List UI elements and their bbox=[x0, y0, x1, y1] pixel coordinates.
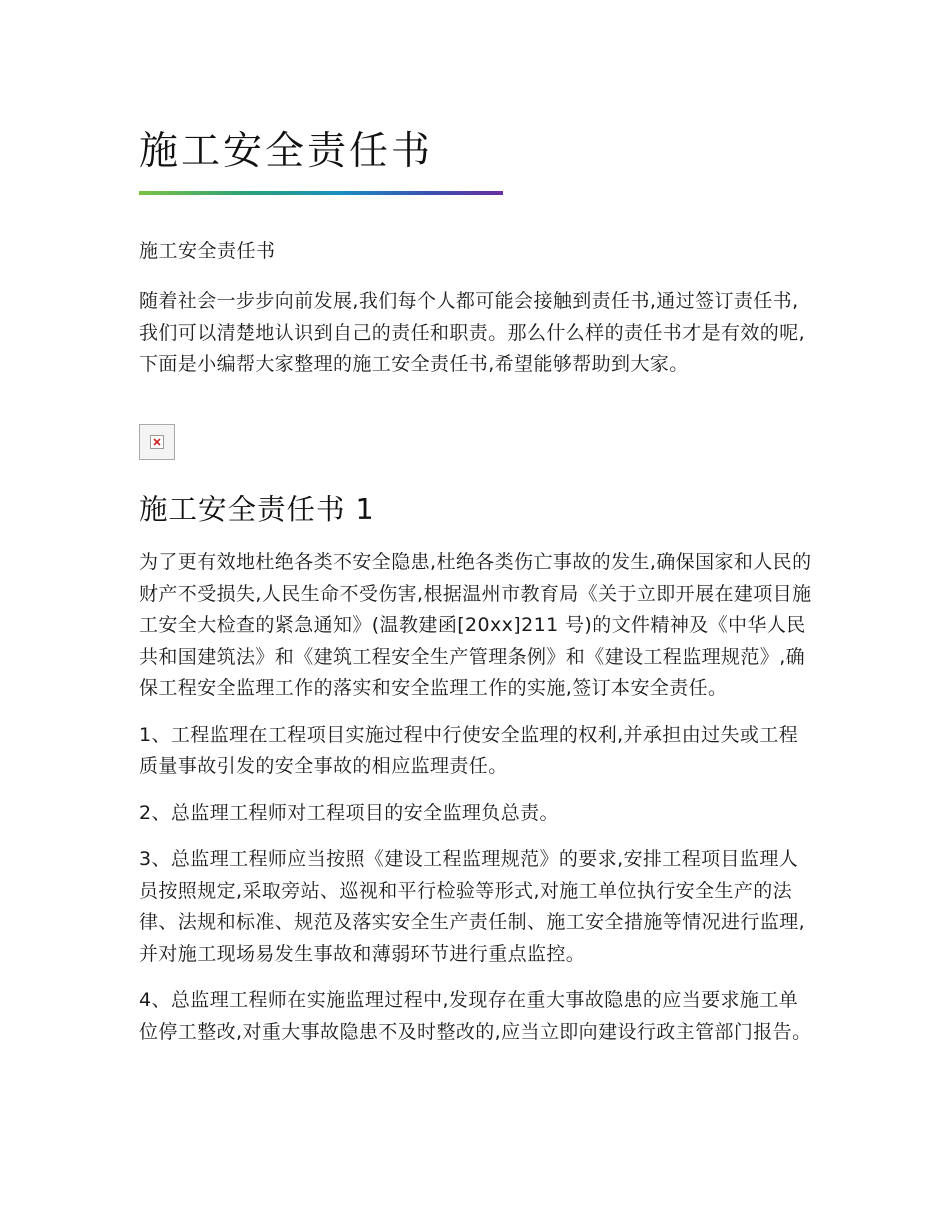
section-heading: 施工安全责任书 1 bbox=[139, 493, 375, 526]
section-body bbox=[139, 547, 815, 1063]
intro-paragraph: 随着社会一步步向前发展,我们每个人都可能会接触到责任书,通过签订责任书,我们可以清楚地认识到自己的责任和职责。那么什么样的责任书才是有效的呢,下面是小编帮大家整理的施工安全责任书,希望能够帮助到大家。 bbox=[139, 290, 806, 375]
title-underline bbox=[139, 191, 503, 195]
paragraph: 2、总监理工程师对工程项目的安全监理负总责。 bbox=[139, 801, 559, 824]
broken-image-icon bbox=[139, 424, 175, 460]
paragraph: 3、总监理工程师应当按照《建设工程监理规范》的要求,安排工程项目监理人员按照规定,采取旁站、巡视和平行检验等形式,对施工单位执行安全生产的法律、法规和标准、规范及落实安全生产责任制、施工安全措施等情况进行监理,并对施工现场易发生事故和薄弱环节进行重点监控。 bbox=[139, 848, 806, 965]
paragraph: 1、工程监理在工程项目实施过程中行使安全监理的权利,并承担由过失或工程质量事故引发的安全事故的相应监理责任。 bbox=[139, 723, 799, 777]
document-title: 施工安全责任书 bbox=[139, 129, 434, 174]
document-subtitle: 施工安全责任书 bbox=[139, 240, 276, 262]
paragraph: 4、总监理工程师在实施监理过程中,发现存在重大事故隐患的应当要求施工单位停工整改,对重大事故隐患不及时整改的,应当立即向建设行政主管部门报告。 bbox=[139, 989, 812, 1043]
intro-block bbox=[139, 286, 815, 396]
paragraph: 为了更有效地杜绝各类不安全隐患,杜绝各类伤亡事故的发生,确保国家和人民的财产不受损失,人民生命不受伤害,根据温州市教育局《关于立即开展在建项目施工安全大检查的紧急通知》(温教建函[20xx]211 号)的文件精神及《中华人民共和国建筑法》和《建筑工程安全生产管理条例》和《建设工程监理规范》,确保工程安全监理工作的落实和安全监理工作的实施,签订本安全责任。 bbox=[139, 551, 812, 699]
